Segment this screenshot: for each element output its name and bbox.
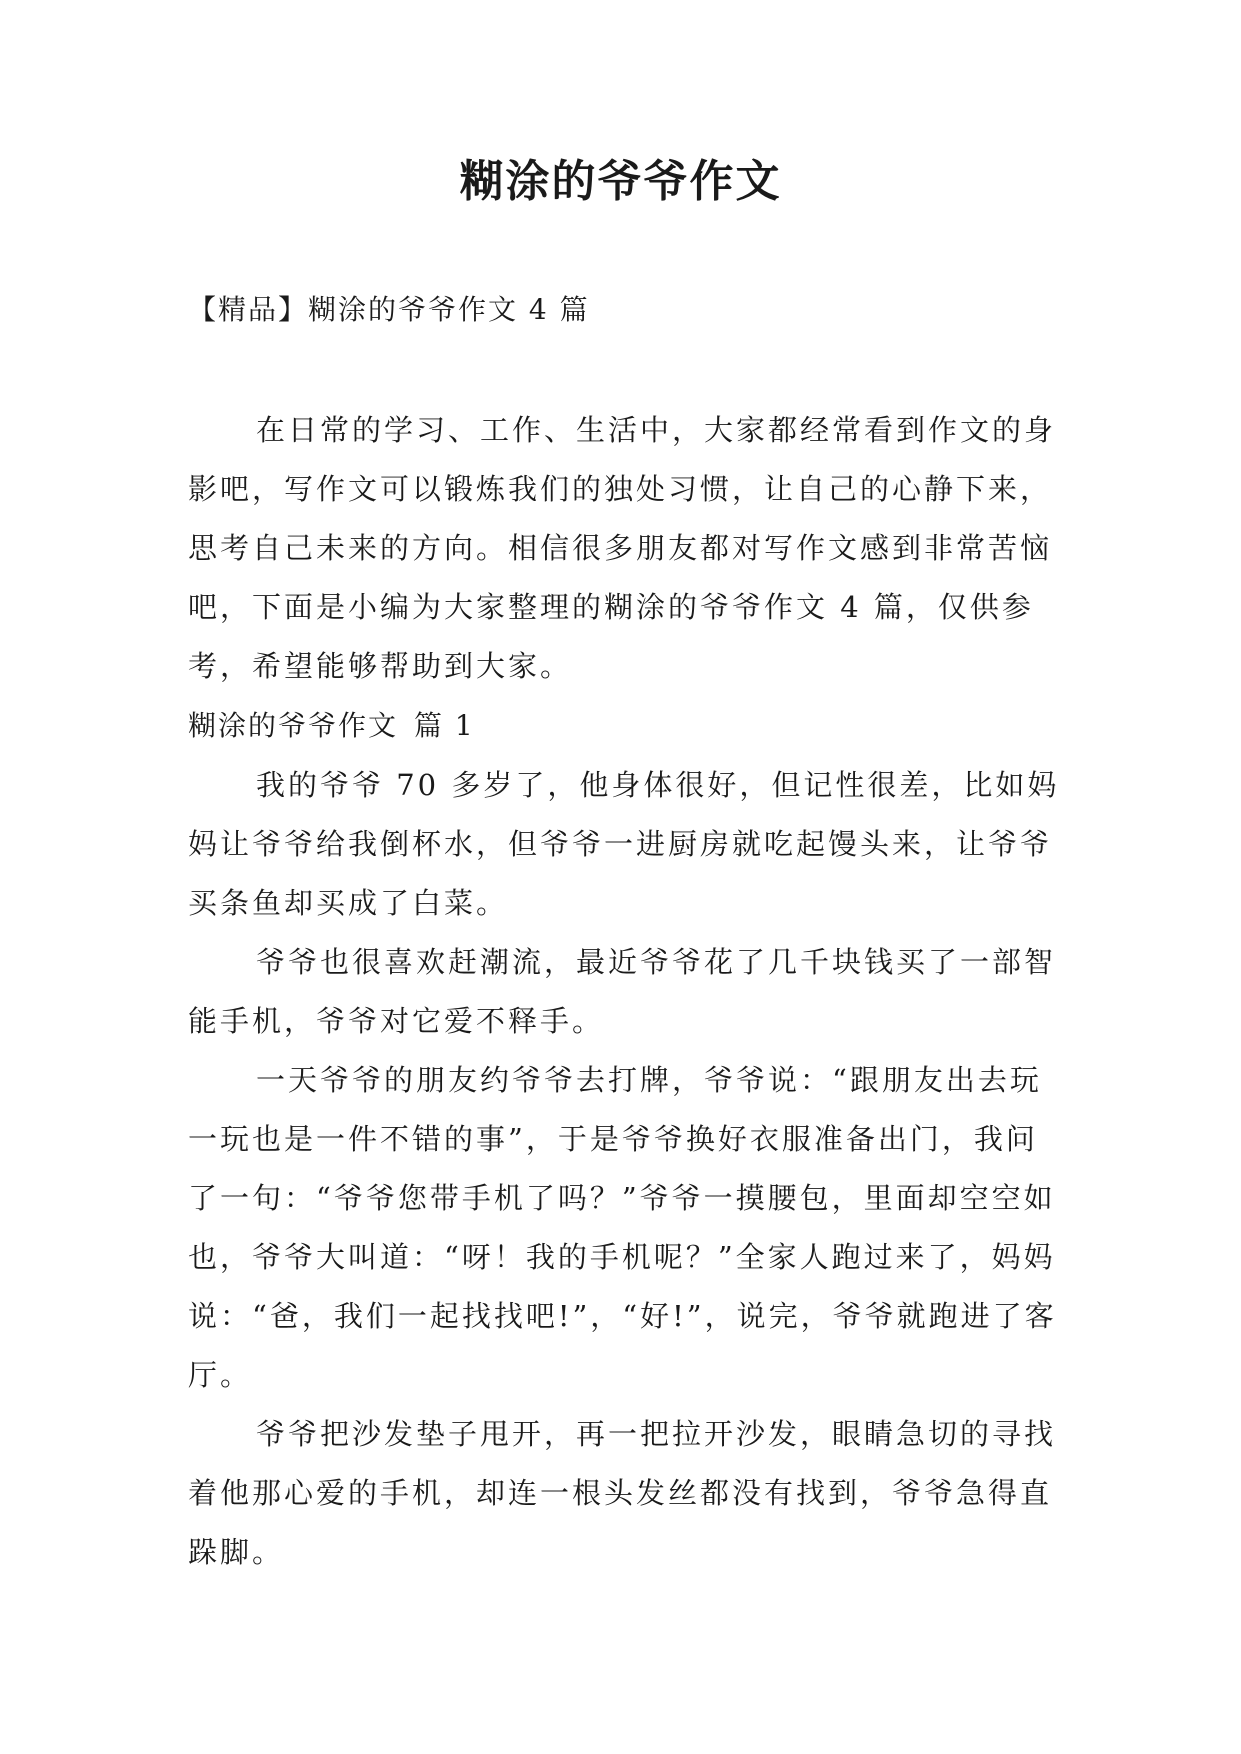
section-heading-number: 篇 1 xyxy=(414,709,475,742)
document-subtitle: 【精品】糊涂的爷爷作文 4 篇 xyxy=(188,293,590,326)
body-paragraph: 我的爷爷 70 多岁了，他身体很好，但记性很差，比如妈妈让爷爷给我倒杯水，但爷爷一进厨房就吃起馒头来，让爷爷买条鱼却买成了白菜。 xyxy=(188,768,1060,920)
document-body xyxy=(188,401,1068,1582)
section-heading-title: 糊涂的爷爷作文 xyxy=(188,709,399,742)
body-paragraph: 爷爷也很喜欢赶潮流，最近爷爷花了几千块钱买了一部智能手机，爷爷对它爱不释手。 xyxy=(188,945,1057,1038)
body-paragraph: 一天爷爷的朋友约爷爷去打牌，爷爷说：“跟朋友出去玩一玩也是一件不错的事”，于是爷爷换好衣服准备出门，我问了一句：“爷爷您带手机了吗？”爷爷一摸腰包，里面却空空如也，爷爷大叫道：“呀！我的手机呢？”全家人跑过来了，妈妈说：“爸，我们一起找找吧!”，“好!”，说完，爷爷就跑进了客厅。 xyxy=(188,1063,1057,1392)
intro-paragraph: 在日常的学习、工作、生活中，大家都经常看到作文的身影吧，写作文可以锻炼我们的独处习惯，让自己的心静下来，思考自己未来的方向。相信很多朋友都对写作文感到非常苦恼吧，下面是小编为大家整理的糊涂的爷爷作文 4 篇，仅供参考，希望能够帮助到大家。 xyxy=(188,413,1057,683)
body-paragraph: 爷爷把沙发垫子甩开，再一把拉开沙发，眼睛急切的寻找着他那心爱的手机，却连一根头发丝都没有找到，爷爷急得直跺脚。 xyxy=(188,1417,1057,1569)
section-heading xyxy=(188,696,1068,756)
document-title: 糊涂的爷爷作文 xyxy=(459,156,782,207)
